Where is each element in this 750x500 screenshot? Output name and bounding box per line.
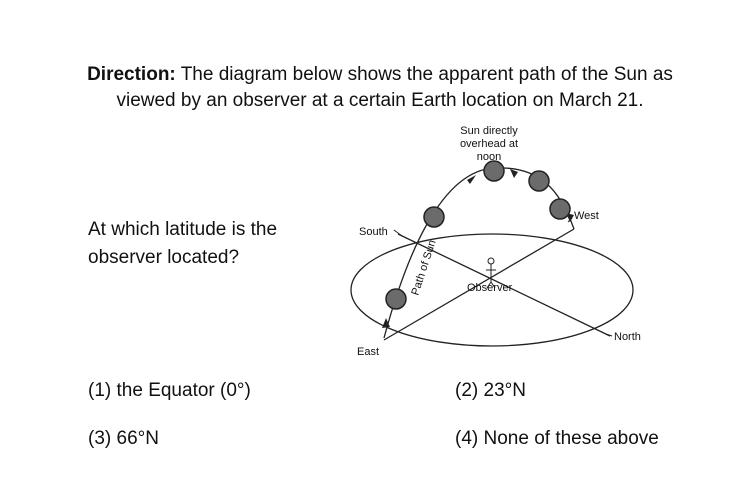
observer-label: Observer — [467, 282, 513, 294]
option-4[interactable]: (4) None of these above — [455, 428, 659, 449]
north-label: North — [614, 331, 641, 343]
sun-icon — [550, 199, 570, 219]
south-pointer — [394, 230, 402, 236]
east-label: East — [357, 346, 380, 358]
option-1[interactable]: (1) the Equator (0°) — [88, 380, 251, 401]
south-label: South — [359, 226, 388, 238]
option-3[interactable]: (3) 66°N — [88, 428, 159, 449]
sun-icon — [484, 161, 504, 181]
path-arrow — [510, 169, 518, 178]
top-label-line2: overhead at — [459, 138, 519, 150]
sun-path-arc — [384, 168, 574, 338]
path-label: Path of Sun — [409, 238, 439, 297]
question-text: At which latitude is the observer located? — [88, 219, 278, 268]
top-label-line3: noon — [476, 151, 502, 163]
direction-body: The diagram below shows the apparent path of the Sun as viewed by an observer at a certain Earth location on March 21. — [116, 64, 673, 111]
sun-icon — [386, 289, 406, 309]
direction-label: Direction: — [87, 64, 176, 85]
option-2[interactable]: (2) 23°N — [455, 380, 526, 401]
west-label: West — [574, 210, 599, 222]
sun-icon — [529, 171, 549, 191]
top-label-line1: Sun directly — [460, 125, 518, 137]
sun-icon — [424, 207, 444, 227]
